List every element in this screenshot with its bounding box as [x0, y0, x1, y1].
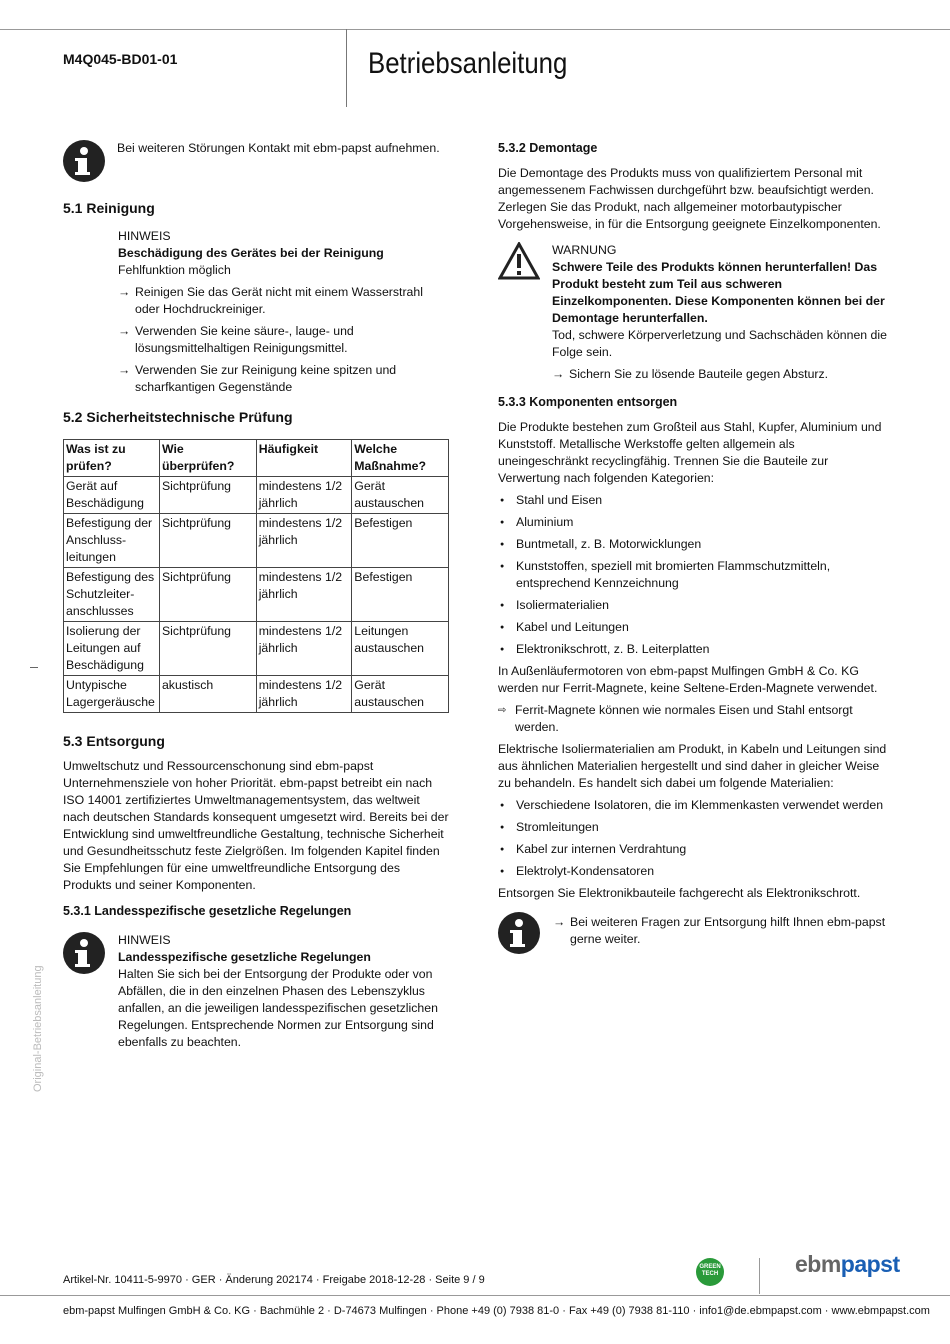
- list-item: ● Elektronikschrott, z. B. Leiterplatten: [498, 641, 888, 658]
- list-item: ● Buntmetall, z. B. Motorwicklungen: [498, 536, 888, 553]
- notice-label: HINWEIS: [118, 229, 171, 243]
- warning-text: Tod, schwere Körperverletzung und Sachschäden können die Folge sein.: [552, 328, 887, 359]
- list-item: ● Kabel zur internen Verdrahtung: [498, 841, 888, 858]
- list-item: → Reinigen Sie das Gerät nicht mit einem Wasserstrahl oder Hochdruckreiniger.: [118, 285, 423, 316]
- paragraph: Elektrische Isoliermaterialien am Produkt, in Kabeln und Leitungen sind aus ähnlichen Materialien hergestellt und sind daher in gleicher Weise zu behandeln. Es handelt sich dabei um folgende Materialien:: [498, 742, 887, 790]
- list-item: ● Stahl und Eisen: [498, 492, 888, 509]
- paragraph: Die Produkte bestehen zum Großteil aus Stahl, Kupfer, Aluminium und Kunststoff. Metallische Werkstoffe gelten allgemein als uneingeschränkt recyclingfähig. Trennen Sie die Bauteile zur Verwertung nach folgenden Kategorien:: [498, 420, 882, 485]
- regulation-notice: [63, 932, 449, 1051]
- paragraph: Entsorgen Sie Elektronikbauteile fachgerecht als Elektronikschrott.: [498, 886, 861, 900]
- list-item: → Verwenden Sie zur Reinigung keine spitzen und scharfkantigen Gegenstände: [118, 363, 397, 394]
- info-notice: [498, 912, 888, 954]
- warning-heading: Schwere Teile des Produkts können herunterfallen! Das Produkt besteht zum Teil aus schweren Einzelkomponenten. Diese Komponenten können bei der Demontage herunterfallen.: [552, 260, 885, 325]
- warning-notice: [498, 242, 888, 383]
- company-info: ebm-papst Mulfingen GmbH & Co. KG · Bachmühle 2 · D-74673 Mulfingen · Phone +49 (0) 7938 81-0 · Fax +49 (0) 7938 81-110 · info1@de.ebmpapst.com · www.ebmpapst.com: [63, 1305, 930, 1317]
- notice-text: Fehlfunktion möglich: [118, 263, 231, 277]
- footer-rule: [0, 1295, 950, 1296]
- list-item: → Sichern Sie zu lösende Bauteile gegen Absturz.: [552, 367, 829, 381]
- paragraph: Die Demontage des Produkts muss von qualifiziertem Personal mit angemessenem Fachwissen durchgeführt bzw. beaufsichtigt werden. Zerlegen Sie das Produkt, nach allgemeiner motorbautypischer Vorgehensweise, in für die Entsorgung geeignete Einzelkomponenten.: [498, 166, 881, 231]
- arrow-icon: →: [552, 367, 565, 381]
- section-title: 5.2 Sicherheitstechnische Prüfung: [63, 409, 293, 425]
- table-row: Untypische Lagergeräusche akustisch mindestens 1/2 jährlich Gerät austauschen: [64, 676, 449, 713]
- logo-divider: [759, 1258, 760, 1294]
- warning-icon: [498, 242, 540, 280]
- header-divider: [346, 29, 347, 107]
- subsection-title: 5.3.3 Komponenten entsorgen: [498, 395, 678, 409]
- info-notice: [63, 140, 449, 182]
- inspection-table: [63, 439, 449, 713]
- margin-mark: [30, 667, 38, 668]
- ferrit-note: ⇨ Ferrit-Magnete können wie normales Eisen und Stahl entsorgt werden.: [498, 703, 853, 734]
- section-title: 5.3 Entsorgung: [63, 733, 165, 749]
- notice-label: HINWEIS: [118, 933, 171, 947]
- left-column: [63, 140, 449, 1051]
- list-item: → Verwenden Sie keine säure-, lauge- und lösungsmittelhaltigen Reinigungsmittel.: [118, 324, 354, 355]
- table-header-row: Was ist zu prüfen? Wie überprüfen? Häufigkeit Welche Maßnahme?: [64, 440, 449, 477]
- header-rule: [0, 29, 950, 30]
- info-icon: [63, 140, 105, 182]
- greentech-badge: GREEN TECH: [696, 1258, 724, 1286]
- list-item: → Bei weiteren Fragen zur Entsorgung hilft Ihnen ebm-papst gerne weiter.: [553, 915, 886, 946]
- info-icon: [498, 912, 540, 954]
- warning-label: WARNUNG: [552, 243, 617, 257]
- list-item: ● Aluminium: [498, 514, 888, 531]
- subsection-title: 5.3.2 Demontage: [498, 141, 598, 155]
- paragraph: Umweltschutz und Ressourcenschonung sind ebm-papst Unternehmensziele von hoher Priorität. ebm-papst betreibt ein nach ISO 14001 zertifiziertes Umweltmanagementsystem, das weltweit nach deutschen Standards konsequent umgesetzt wird. Bereits bei der Entwicklung sind umweltfreundliche Gestaltung, technische Sicherheit und Gesundheitsschutz feste Zielgrößen. Im folgenden Kapitel finden Sie Empfehlungen für eine umweltfreundliche Entsorgung des Produkts und seiner Komponenten.: [63, 759, 449, 892]
- arrow-icon: →: [118, 363, 131, 377]
- info-icon: [63, 932, 105, 974]
- table-row: Isolierung der Leitungen auf Beschädigung Sichtprüfung mindestens 1/2 jährlich Leitungen austauschen: [64, 622, 449, 676]
- right-column: [498, 140, 888, 954]
- list-item: ● Isoliermaterialien: [498, 597, 888, 614]
- table-row: Befestigung des Schutzleiter-anschlusses Sichtprüfung mindestens 1/2 jährlich Befestigen: [64, 568, 449, 622]
- notice-text: Halten Sie sich bei der Entsorgung der Produkte oder von Abfällen, die in den einzelnen Phasen des Lebenszyklus anfallen, an die jeweiligen landesspezifischen gesetzlichen Regelungen. Entsprechende Normen zur Entsorgung sind ebenfalls zu beachten.: [118, 967, 438, 1049]
- list-item: ● Kabel und Leitungen: [498, 619, 888, 636]
- list-item: ● Verschiedene Isolatoren, die im Klemmenkasten verwendet werden: [498, 797, 888, 814]
- notice-heading: Beschädigung des Gerätes bei der Reinigung: [118, 246, 384, 260]
- arrow-icon: →: [553, 915, 566, 929]
- document-title: Betriebsanleitung: [368, 47, 568, 80]
- info-text: Bei weiteren Störungen Kontakt mit ebm-papst aufnehmen.: [117, 141, 440, 155]
- table-row: Gerät auf Beschädigung Sichtprüfung mindestens 1/2 jährlich Gerät austauschen: [64, 477, 449, 514]
- list-item: ● Kunststoffen, speziell mit bromierten Flammschutzmitteln, entsprechend Kennzeichnung: [498, 558, 888, 592]
- arrow-icon: →: [118, 285, 131, 299]
- result-arrow-icon: ⇨: [498, 705, 507, 716]
- category-list: [498, 492, 888, 658]
- material-list: [498, 797, 888, 880]
- cleaning-notice: [118, 228, 449, 396]
- document-id: M4Q045-BD01-01: [63, 51, 178, 67]
- table-row: Befestigung der Anschluss-leitungen Sichtprüfung mindestens 1/2 jährlich Befestigen: [64, 514, 449, 568]
- subsection-title: 5.3.1 Landesspezifische gesetzliche Regelungen: [63, 904, 352, 918]
- sidebar-label: Original-Betriebsanleitung: [32, 965, 44, 1092]
- notice-heading: Landesspezifische gesetzliche Regelungen: [118, 950, 371, 964]
- list-item: ● Stromleitungen: [498, 819, 888, 836]
- ebmpapst-logo: ebmpapst: [795, 1251, 900, 1277]
- list-item: ● Elektrolyt-Kondensatoren: [498, 863, 888, 880]
- paragraph: In Außenläufermotoren von ebm-papst Mulfingen GmbH & Co. KG werden nur Ferrit-Magnete, keine Seltene-Erden-Magnete verwendet.: [498, 664, 878, 695]
- section-title: 5.1 Reinigung: [63, 200, 155, 216]
- article-info: Artikel-Nr. 10411-5-9970 · GER · Änderung 202174 · Freigabe 2018-12-28 · Seite 9 / 9: [63, 1274, 485, 1286]
- arrow-icon: →: [118, 324, 131, 338]
